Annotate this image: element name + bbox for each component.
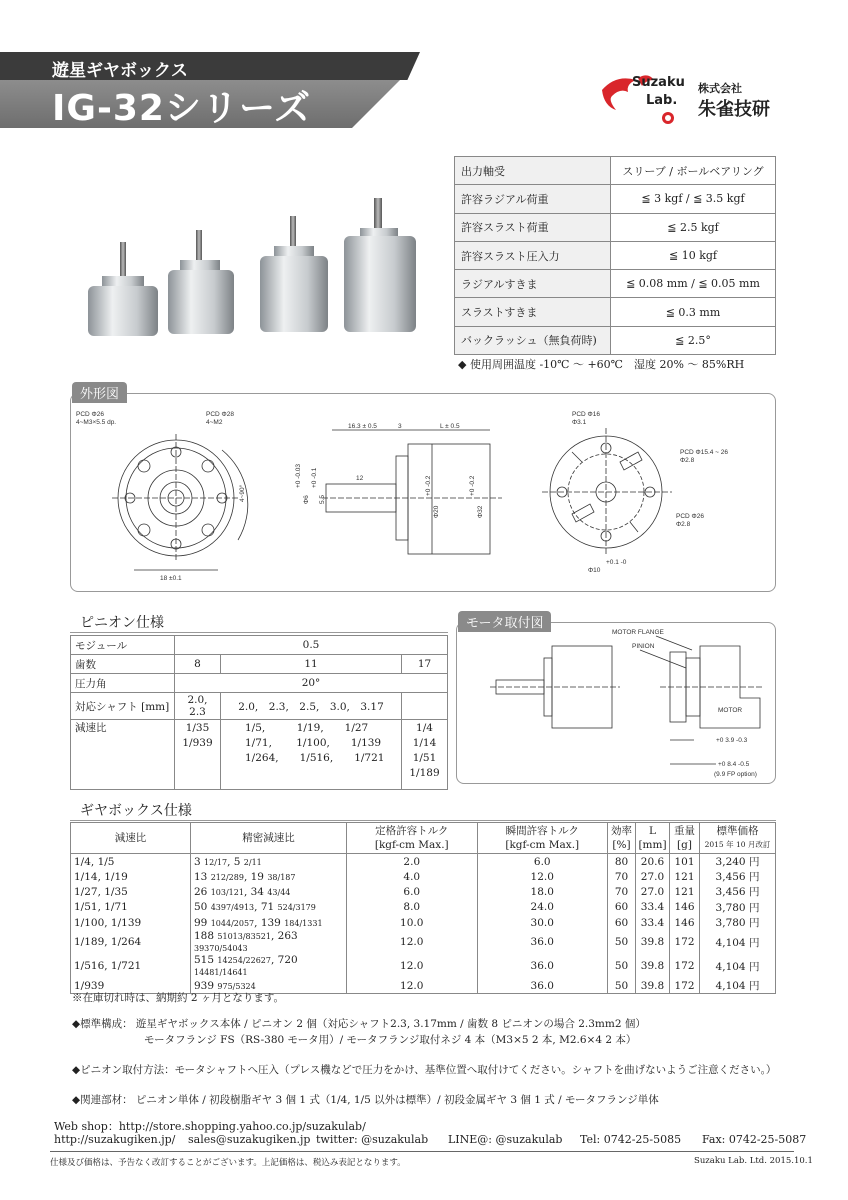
gear-price: 3,780 円 <box>700 915 776 930</box>
company-type: 株式会社 <box>698 82 742 95</box>
fax-number: Fax: 0742-25-5087 <box>702 1133 807 1146</box>
gear-len: 33.4 <box>636 900 670 915</box>
label-pcd26b: PCD Φ26 <box>676 513 704 520</box>
label-55: 5.5 <box>319 494 326 504</box>
copyright: Suzaku Lab. Ltd. 2015.10.1 <box>694 1156 813 1166</box>
gear-wt: 172 <box>670 978 700 994</box>
label-h28a: Φ2.8 <box>680 457 695 464</box>
gear-ratio: 1/27, 1/35 <box>71 884 191 899</box>
label-d10: Φ10 <box>588 567 601 574</box>
gear-eff: 70 <box>608 884 636 899</box>
gear-len: 39.8 <box>636 930 670 954</box>
label-pcd154: PCD Φ15.4 ~ 26 <box>680 449 729 456</box>
gear-ratio: 1/14, 1/19 <box>71 869 191 884</box>
gear-price: 3,780 円 <box>700 900 776 915</box>
gear-rated: 6.0 <box>347 884 478 899</box>
label-motor: MOTOR <box>718 707 743 714</box>
pinion-heading-line <box>70 632 448 633</box>
website-link[interactable]: http://suzakugiken.jp/ <box>54 1133 176 1146</box>
spec-row <box>455 270 776 298</box>
gear-precise: 515 14254/22627, 720 14481/14641 <box>191 954 347 978</box>
spec-value: ≦ 2.5° <box>611 326 776 354</box>
gear-peak: 24.0 <box>477 900 608 915</box>
mount-drawing <box>460 628 774 782</box>
spec-row <box>455 241 776 269</box>
spec-row <box>455 157 776 185</box>
col-rated: 定格許容トルク [kgf-cm Max.] <box>347 823 478 854</box>
gear-len: 27.0 <box>636 884 670 899</box>
standard-note-2: モータフランジ FS（RS-380 モータ用）/ モータフランジ取付ネジ 4 本（M3×5 2 本, M2.6×4 2 本） <box>144 1034 637 1046</box>
gearbox-4 <box>344 198 416 332</box>
gear-peak: 36.0 <box>477 930 608 954</box>
gear-peak: 18.0 <box>477 884 608 899</box>
teeth-8: 8 <box>175 655 221 674</box>
label-tol3: +0 -0.2 <box>425 475 432 496</box>
label-d32: Φ32 <box>477 505 484 518</box>
label-h31: Φ3.1 <box>572 419 587 426</box>
logo-wordmark: Suzaku Lab. <box>632 75 685 108</box>
module-value: 0.5 <box>175 636 448 655</box>
spec-value: ≦ 0.3 mm <box>611 298 776 326</box>
gear-len: 39.8 <box>636 954 670 978</box>
outline-tab: 外形図 <box>72 382 127 403</box>
gear-len: 33.4 <box>636 915 670 930</box>
gear-wt: 121 <box>670 869 700 884</box>
gear-precise: 939 975/5324 <box>191 978 347 994</box>
shaft-17 <box>402 693 448 720</box>
gear-wt: 172 <box>670 954 700 978</box>
col-price: 標準価格 2015 年 10 月改訂 <box>700 823 776 854</box>
gear-price: 3,456 円 <box>700 869 776 884</box>
spec-value: スリーブ / ボールベアリング <box>611 157 776 185</box>
gear-precise: 99 1044/2057, 139 184/1331 <box>191 915 347 930</box>
gear-ratio: 1/516, 1/721 <box>71 954 191 978</box>
gear-precise: 50 4397/4913, 71 524/3179 <box>191 900 347 915</box>
spec-row <box>455 213 776 241</box>
gear-eff: 60 <box>608 900 636 915</box>
spec-value: ≦ 3 kgf / ≦ 3.5 kgf <box>611 185 776 213</box>
gear-wt: 146 <box>670 900 700 915</box>
ratio-17: 1/4 1/14 1/51 1/189 <box>402 720 448 790</box>
label-pcd26: PCD Φ26 <box>76 411 104 418</box>
gear-precise: 3 12/17, 5 2/11 <box>191 854 347 870</box>
shaft-8: 2.0, 2.3 <box>175 693 221 720</box>
module-label: モジュール <box>71 636 175 655</box>
label-3: 3 <box>398 423 402 430</box>
label-mdim2: +0 8.4 -0.5 <box>718 761 750 768</box>
gear-len: 20.6 <box>636 854 670 870</box>
spec-row <box>455 185 776 213</box>
gear-wt: 146 <box>670 915 700 930</box>
pinion-heading: ピニオン仕様 <box>80 615 164 631</box>
gear-row <box>71 915 776 930</box>
gear-price: 4,104 円 <box>700 930 776 954</box>
pinion-install-note: ◆ピニオン取付方法：モータシャフトへ圧入（プレス機などで圧力をかけ、基準位置へ取付けてください。シャフトを曲げないようご注意ください。） <box>72 1064 777 1076</box>
gear-precise: 188 51013/83521, 263 39370/54043 <box>191 930 347 954</box>
gear-len: 39.8 <box>636 978 670 994</box>
gear-peak: 30.0 <box>477 915 608 930</box>
tel-number: Tel: 0742-25-5085 <box>580 1133 682 1146</box>
gear-ratio: 1/189, 1/264 <box>71 930 191 954</box>
col-ratio: 減速比 <box>71 823 191 854</box>
gear-eff: 60 <box>608 915 636 930</box>
gear-rated: 8.0 <box>347 900 478 915</box>
spec-label: 許容スラスト荷重 <box>455 213 611 241</box>
teeth-11: 11 <box>221 655 402 674</box>
teeth-17: 17 <box>402 655 448 674</box>
gear-price: 3,240 円 <box>700 854 776 870</box>
gear-ratio: 1/939 <box>71 978 191 994</box>
spec-label: 出力軸受 <box>455 157 611 185</box>
gear-precise: 13 212/289, 19 38/187 <box>191 869 347 884</box>
gear-precise: 26 103/121, 34 43/44 <box>191 884 347 899</box>
gear-heading-line <box>70 820 776 821</box>
spec-value: ≦ 2.5 kgf <box>611 213 776 241</box>
gear-ratio: 1/4, 1/5 <box>71 854 191 870</box>
label-width18: 18 ±0.1 <box>160 575 182 582</box>
spec-label: スラストすきま <box>455 298 611 326</box>
gearbox-3 <box>260 216 328 332</box>
gear-peak: 36.0 <box>477 978 608 994</box>
gear-heading: ギヤボックス仕様 <box>80 803 192 819</box>
gear-row <box>71 869 776 884</box>
label-12: 12 <box>356 475 364 482</box>
line-link[interactable]: LINE@: @suzakulab <box>448 1133 563 1146</box>
page-title: IG-32シリーズ <box>52 88 312 129</box>
page-subtitle: 遊星ギヤボックス <box>52 61 188 81</box>
gear-wt: 101 <box>670 854 700 870</box>
disclaimer: 仕様及び価格は、予告なく改訂することがございます。上記価格は、税込み表記となります。 <box>50 1158 406 1168</box>
gear-rated: 2.0 <box>347 854 478 870</box>
label-tol1: +0 -0.03 <box>295 463 302 488</box>
spec-row <box>455 298 776 326</box>
col-eff: 効率 [%] <box>608 823 636 854</box>
spec-label: バックラッシュ（無負荷時) <box>455 326 611 354</box>
label-h28b: Φ2.8 <box>676 521 691 528</box>
company-name: 朱雀技研 <box>698 99 770 120</box>
spec-value: ≦ 0.08 mm / ≦ 0.05 mm <box>611 270 776 298</box>
web-shop-link[interactable]: Web shop：http://store.shopping.yahoo.co.jp/suzakulab/ <box>54 1120 366 1133</box>
gear-eff: 70 <box>608 869 636 884</box>
gear-eff: 50 <box>608 954 636 978</box>
gear-price: 4,104 円 <box>700 978 776 994</box>
rear-view <box>542 428 672 556</box>
gear-rated: 12.0 <box>347 930 478 954</box>
gear-eff: 80 <box>608 854 636 870</box>
spec-table <box>454 156 776 355</box>
gear-price: 3,456 円 <box>700 884 776 899</box>
gear-row <box>71 884 776 899</box>
pressure-label: 圧力角 <box>71 674 175 693</box>
stock-note: ※在庫切れ時は、納期約 2 ヶ月となります。 <box>72 992 285 1004</box>
pressure-value: 20° <box>175 674 448 693</box>
label-pcd16: PCD Φ16 <box>572 411 600 418</box>
gearbox-table <box>70 822 776 994</box>
gear-rated: 12.0 <box>347 954 478 978</box>
label-m2: 4~M2 <box>206 419 223 426</box>
label-pcd28: PCD Φ28 <box>206 411 234 418</box>
label-d20: Φ20 <box>433 505 440 518</box>
gear-rated: 12.0 <box>347 978 478 994</box>
teeth-label: 歯数 <box>71 655 175 674</box>
gear-wt: 121 <box>670 884 700 899</box>
mount-tab: モータ取付図 <box>458 611 551 632</box>
gear-ratio: 1/51, 1/71 <box>71 900 191 915</box>
gearbox-2 <box>168 230 234 334</box>
spec-label: ラジアルすきま <box>455 270 611 298</box>
label-tol2: +0 -0.1 <box>311 467 318 488</box>
col-peak: 瞬間許容トルク [kgf-cm Max.] <box>477 823 608 854</box>
gear-len: 27.0 <box>636 869 670 884</box>
gearbox-1 <box>88 242 158 336</box>
gear-row <box>71 854 776 870</box>
gear-peak: 6.0 <box>477 854 608 870</box>
spec-row <box>455 326 776 354</box>
col-precise: 精密減速比 <box>191 823 347 854</box>
standard-note-1: ◆標準構成： 遊星ギヤボックス本体 / ピニオン 2 個（対応シャフト2.3, 3.17mm / 歯数 8 ピニオンの場合 2.3mm2 個） <box>72 1018 646 1030</box>
ratio-label: 減速比 <box>71 720 175 790</box>
spec-label: 許容スラスト圧入力 <box>455 241 611 269</box>
outline-drawing <box>72 400 772 590</box>
gear-row <box>71 900 776 915</box>
gear-row <box>71 954 776 978</box>
gear-rated: 10.0 <box>347 915 478 930</box>
col-wt: 重量 [g] <box>670 823 700 854</box>
label-mdim1: +0 3.9 -0.3 <box>716 737 748 744</box>
gear-price: 4,104 円 <box>700 954 776 978</box>
footer-rule <box>50 1151 794 1152</box>
spec-value: ≦ 10 kgf <box>611 241 776 269</box>
label-mdim3: (9.9 FP option) <box>714 771 757 778</box>
label-m3: 4~M3×5.5 dp. <box>76 419 117 426</box>
product-photo <box>78 150 448 340</box>
ratio-11: 1/5, 1/19, 1/27 1/71, 1/100, 1/139 1/264, 1/516, 1/721 <box>221 720 402 790</box>
label-pinion: PINION <box>632 643 655 650</box>
gear-row <box>71 930 776 954</box>
spec-label: 許容ラジアル荷重 <box>455 185 611 213</box>
label-tol4: +0 -0.2 <box>469 475 476 496</box>
gear-wt: 172 <box>670 930 700 954</box>
email-link[interactable]: sales@suzakugiken.jp <box>188 1133 311 1146</box>
pinion-table <box>70 635 448 790</box>
gear-rated: 4.0 <box>347 869 478 884</box>
twitter-link[interactable]: twitter: @suzakulab <box>316 1133 429 1146</box>
gear-peak: 12.0 <box>477 869 608 884</box>
gear-peak: 36.0 <box>477 954 608 978</box>
col-len: L [mm] <box>636 823 670 854</box>
related-note: ◆関連部材： ピニオン単体 / 初段樹脂ギヤ 3 個 1 式（1/4, 1/5 以外は標準）/ 初段金属ギヤ 3 個 1 式 / モータフランジ単体 <box>72 1094 659 1106</box>
ratio-8: 1/35 1/939 <box>175 720 221 790</box>
label-L: L ± 0.5 <box>440 423 460 430</box>
gear-eff: 50 <box>608 930 636 954</box>
label-6: Φ6 <box>303 495 310 504</box>
gear-ratio: 1/100, 1/139 <box>71 915 191 930</box>
label-angle: 4~90° <box>239 484 246 502</box>
gear-eff: 50 <box>608 978 636 994</box>
label-flange: MOTOR FLANGE <box>612 629 664 636</box>
label-tol5: +0.1 -0 <box>606 559 627 566</box>
front-view <box>112 434 248 570</box>
temperature-note: ◆ 使用周囲温度 -10℃ ～ +60℃ 湿度 20% ～ 85%RH <box>458 358 745 371</box>
shaft-label: 対応シャフト [mm] <box>71 693 175 720</box>
shaft-11: 2.0, 2.3, 2.5, 3.0, 3.17 <box>221 693 402 720</box>
label-163: 16.3 ± 0.5 <box>348 423 377 430</box>
